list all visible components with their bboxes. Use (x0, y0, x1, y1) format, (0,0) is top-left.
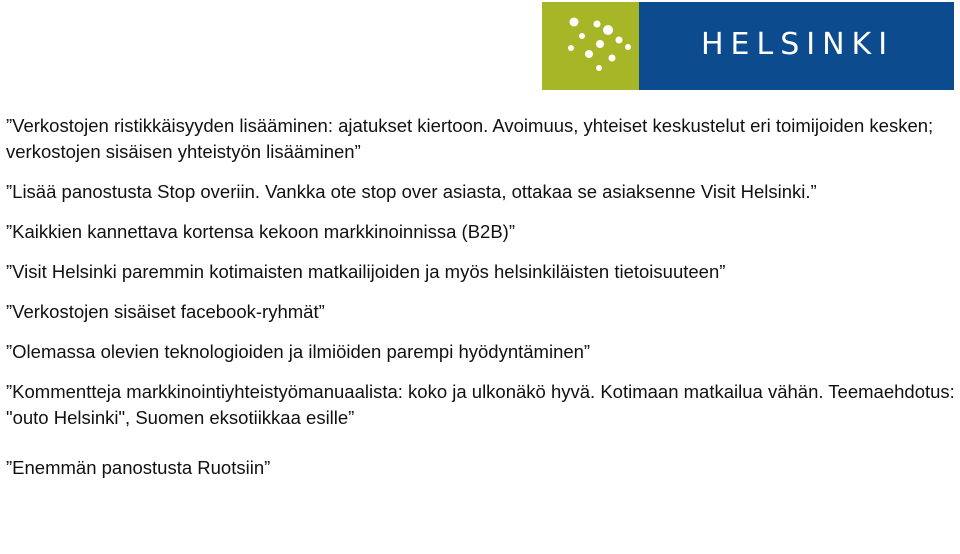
comment-paragraph: ”Kaikkien kannettava kortensa kekoon markkinoinnissa (B2B)” (6, 221, 515, 242)
comment-paragraph: ”Lisää panostusta Stop overiin. Vankka ote stop over asiasta, ottakaa se asiaksenne Visit Helsinki.” (6, 181, 817, 202)
logo-blue-panel (639, 2, 954, 90)
comment-paragraph: ”Verkostojen sisäiset facebook-ryhmät” (6, 301, 325, 322)
helsinki-logo (542, 2, 954, 90)
logo-dots-icon (542, 2, 639, 90)
comment-paragraph: ”Kommentteja markkinointiyhteistyömanuaalista: koko ja ulkonäkö hyvä. Kotimaan matkailua vähän. Teemaehdotus: "outo Helsinki", Suomen eksotiikkaa esille” (6, 381, 955, 428)
logo-wordmark: HELSINKI (701, 27, 895, 62)
comment-paragraph: ”Verkostojen ristikkäisyyden lisääminen: ajatukset kiertoon. Avoimuus, yhteiset keskustelut eri toimijoiden kesken; verkostojen sisäisen yhteistyön lisääminen” (6, 115, 934, 162)
comments-list (6, 113, 956, 495)
comment-paragraph: ”Olemassa olevien teknologioiden ja ilmiöiden parempi hyödyntäminen” (6, 341, 591, 362)
logo-green-panel (542, 2, 639, 90)
comment-paragraph: ”Visit Helsinki paremmin kotimaisten matkailijoiden ja myös helsinkiläisten tietoisuuteen” (6, 261, 726, 282)
comment-paragraph: ”Enemmän panostusta Ruotsiin” (6, 457, 271, 478)
